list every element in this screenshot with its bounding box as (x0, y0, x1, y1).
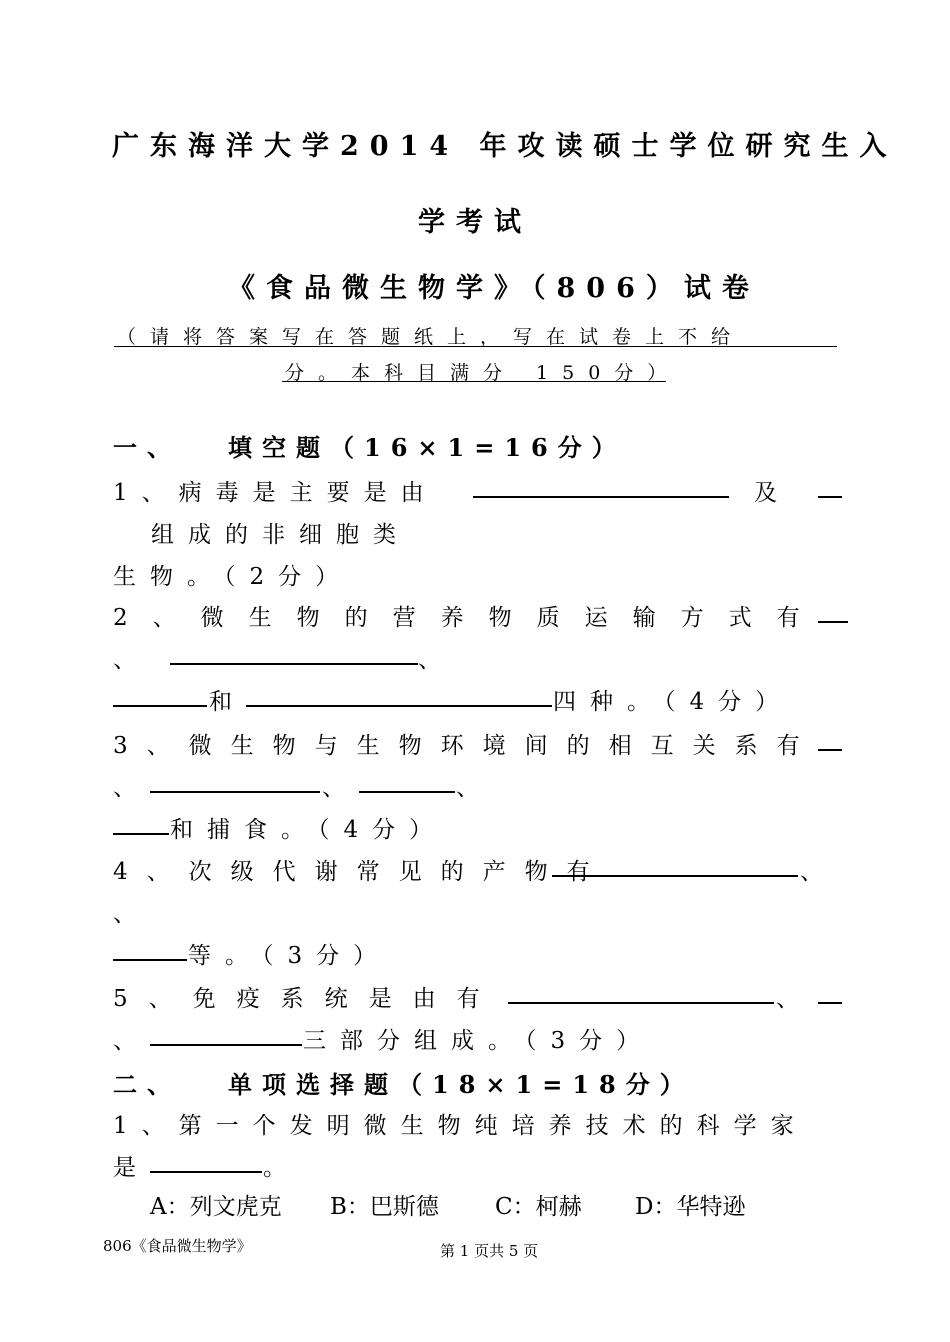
s1-q5-tail: 三部分组成。（3分） (303, 1028, 654, 1054)
s2-q1-option-b: B：巴斯德 (330, 1194, 439, 1220)
s1-q4-tail: 等。（3分） (188, 943, 391, 969)
s1-q4-sep-1: 、 (800, 859, 823, 885)
footer-page-number: 第 1 页共 5 页 (440, 1242, 539, 1260)
s1-q2-blank-1 (818, 599, 848, 627)
s2-q1-option-c: C：柯赫 (495, 1194, 582, 1220)
section-1-title: 填空题（16×1=16分） (228, 433, 626, 462)
s1-q3-blank-1 (818, 727, 842, 755)
s1-q2-blank-2 (170, 641, 418, 669)
s1-q5-blank-2 (818, 980, 842, 1008)
s1-q3-sep-3: 、 (456, 775, 479, 801)
s1-q5-blank-1 (508, 980, 774, 1008)
s1-q2-sep-1: 、 (113, 647, 136, 673)
title-line-1: 广东海洋大学2014 年攻读硕士学位研究生入 (112, 131, 898, 162)
s2-q1-period: 。 (263, 1155, 286, 1181)
s1-q1-text-2: 组成的非细胞类 (151, 522, 410, 548)
note-underline-2 (282, 381, 666, 382)
note-line-1: （请将答案写在答题纸上，写在试卷上不给 (117, 326, 745, 348)
s1-q2-sep-2: 、 (418, 647, 441, 673)
section-2-title: 单项选择题（18×1=18分） (228, 1070, 694, 1099)
s1-q1-blank-2 (818, 474, 842, 502)
s1-q2-tail: 四种。（4分） (553, 689, 793, 715)
s1-q5-sep-2: 、 (113, 1028, 136, 1054)
s1-q5-blank-3 (150, 1022, 302, 1050)
s1-q2-blank-3 (113, 683, 207, 711)
s1-q3-tail: 和捕食。（4分） (170, 817, 447, 843)
s1-q3-text: 3、微生物与生物环境间的相互关系有 (113, 733, 819, 759)
s1-q4-text: 4、次级代谢常见的产物有 (113, 859, 609, 885)
s1-q3-blank-3 (359, 769, 455, 797)
s1-q1-text-3: 生物。（2分） (113, 564, 353, 590)
s2-q2-text: 2、微生物的营养物质运输方式有 (113, 605, 825, 631)
title-line-2: 学考试 (418, 207, 532, 238)
note-underline-1 (114, 346, 837, 347)
section-2-number: 二、 (113, 1070, 181, 1099)
note-line-2: 分。本科目满分 150分） (285, 362, 681, 384)
s1-q5-text: 5、免疫系统是由有 (113, 986, 501, 1012)
s1-q4-sep-2: 、 (113, 901, 136, 927)
s2-q1-text-2: 是 (113, 1155, 136, 1181)
footer-course: 806《食品微生物学》 (103, 1237, 252, 1255)
s1-q3-blank-2 (150, 769, 320, 797)
s1-q3-sep-2: 、 (322, 775, 345, 801)
s2-q1-text: 1、第一个发明微生物纯培养技术的科学家 (113, 1113, 808, 1139)
s1-q1-and: 及 (754, 480, 777, 506)
exam-subtitle: 《食品微生物学》（806）试卷 (228, 273, 760, 304)
s1-q2-blank-4 (246, 683, 552, 711)
s1-q5-sep-1: 、 (776, 986, 799, 1012)
s1-q1-text: 1、病毒是主要是由 (113, 480, 438, 506)
s1-q1-blank-1 (473, 474, 729, 502)
s1-q3-blank-4 (113, 811, 169, 839)
s2-q1-blank (150, 1149, 262, 1177)
section-1-number: 一、 (113, 433, 181, 462)
s1-q2-and: 和 (209, 689, 232, 715)
s2-q1-option-a: A：列文虎克 (150, 1194, 282, 1220)
s2-q1-option-d: D：华特逊 (635, 1194, 746, 1220)
s1-q3-sep-1: 、 (113, 775, 136, 801)
s1-q4-blank-1 (552, 853, 798, 881)
s1-q4-blank-2 (113, 937, 187, 965)
